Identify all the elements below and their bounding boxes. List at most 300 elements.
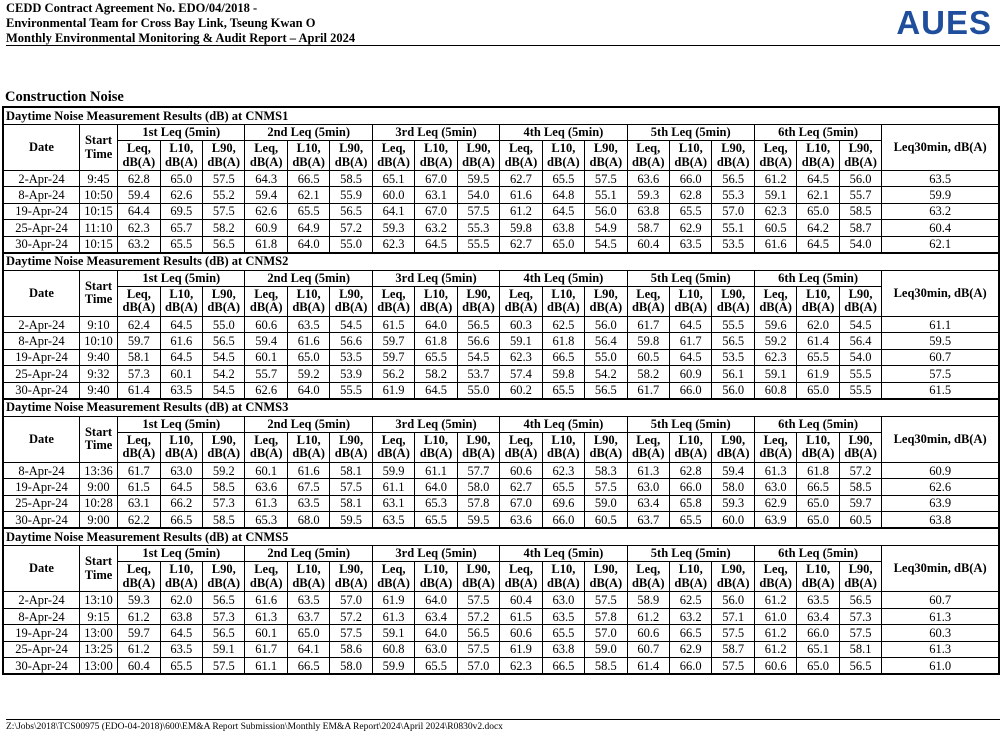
value-cell: 61.8 [542, 333, 584, 349]
date-cell: 25-Apr-24 [3, 495, 79, 511]
value-cell: 62.3 [500, 658, 542, 675]
value-cell: 65.5 [670, 512, 712, 529]
value-cell: 62.2 [118, 512, 160, 529]
value-cell: 57.0 [712, 203, 754, 219]
value-cell: 56.4 [839, 333, 881, 349]
metric-name: L10, [424, 286, 448, 301]
date-cell: 25-Apr-24 [3, 220, 79, 236]
value-cell: 57.2 [839, 462, 881, 478]
metric-header [203, 286, 245, 316]
sub-header-row [3, 562, 999, 592]
metric-unit: dB(A) [504, 300, 538, 315]
metric-name: L10, [678, 286, 703, 301]
value-cell: 64.0 [287, 382, 329, 399]
header-line-3: Monthly Environmental Monitoring & Audit Report – April 2024 [6, 31, 356, 45]
metric-unit: dB(A) [292, 300, 325, 315]
value-cell: 64.5 [542, 203, 584, 219]
start-time-cell: 13:00 [79, 658, 117, 675]
value-cell: 55.5 [712, 316, 754, 332]
metric-header [670, 141, 712, 171]
value-cell: 58.6 [330, 641, 372, 657]
station-caption: Daytime Noise Measurement Results (dB) at CNMS3 [3, 399, 999, 417]
table-row [3, 641, 999, 657]
metric-header [754, 562, 796, 592]
metric-name: L10, [678, 432, 703, 447]
metric-unit: dB(A) [249, 446, 283, 461]
start-time-cell: 10:28 [79, 495, 117, 511]
value-cell: 65.5 [160, 658, 202, 675]
value-cell: 56.5 [839, 658, 881, 675]
value-cell: 57.5 [457, 203, 499, 219]
start-time-cell: 10:10 [79, 333, 117, 349]
metric-name: L10, [169, 562, 194, 577]
value-cell: 62.8 [118, 171, 160, 187]
metric-header [839, 432, 881, 462]
value-cell: 59.4 [245, 187, 287, 203]
metric-unit: dB(A) [164, 575, 198, 590]
metric-unit: dB(A) [716, 300, 750, 315]
value-cell: 61.8 [415, 333, 457, 349]
start-time-cell: 13:25 [79, 641, 117, 657]
value-cell: 62.3 [500, 349, 542, 365]
table-row [3, 203, 999, 219]
metric-name: L90, [848, 562, 873, 577]
metric-unit: dB(A) [716, 446, 750, 461]
section-title: Construction Noise [5, 89, 124, 105]
metric-name: Leq, [254, 562, 279, 577]
metric-name: L10, [169, 286, 194, 301]
value-cell: 61.7 [670, 333, 712, 349]
value-cell: 54.5 [330, 316, 372, 332]
value-cell: 56.0 [712, 592, 754, 608]
value-cell: 66.5 [542, 349, 584, 365]
value-cell: 60.8 [754, 382, 796, 399]
value-cell: 57.5 [457, 641, 499, 657]
metric-name: Leq, [763, 286, 788, 301]
value-cell: 65.0 [797, 203, 839, 219]
metric-unit: dB(A) [462, 154, 495, 169]
leq-group-header: 1st Leq (5min) [118, 416, 245, 432]
value-cell: 61.6 [287, 333, 329, 349]
date-header: Date [3, 416, 79, 462]
metric-header [585, 432, 627, 462]
metric-unit: dB(A) [249, 575, 283, 590]
value-cell: 59.1 [372, 625, 414, 641]
metric-name: Leq, [126, 141, 151, 155]
metric-name: L10, [296, 562, 321, 577]
metric-name: L90, [593, 141, 618, 155]
time-label: Time [84, 292, 113, 307]
metric-unit: dB(A) [377, 154, 410, 169]
value-cell: 59.0 [585, 495, 627, 511]
leq-group-header: 1st Leq (5min) [118, 270, 245, 286]
start-time-header [79, 270, 117, 316]
metric-header [457, 286, 499, 316]
metric-unit: dB(A) [207, 446, 241, 461]
table-row [3, 236, 999, 253]
value-cell: 62.1 [287, 187, 329, 203]
value-cell: 56.5 [203, 333, 245, 349]
value-cell: 61.5 [500, 608, 542, 624]
metric-unit: dB(A) [631, 575, 665, 590]
metric-name: Leq, [381, 432, 406, 447]
value-cell: 62.5 [670, 592, 712, 608]
value-cell: 54.5 [585, 236, 627, 253]
value-cell: 62.7 [500, 236, 542, 253]
value-cell: 63.5 [287, 592, 329, 608]
metric-name: Leq, [763, 562, 788, 577]
value-cell: 63.8 [542, 641, 584, 657]
value-cell: 59.6 [754, 316, 796, 332]
value-cell: 57.2 [330, 220, 372, 236]
date-header: Date [3, 270, 79, 316]
metric-header [372, 562, 414, 592]
leq-group-header: 3rd Leq (5min) [372, 416, 499, 432]
value-cell: 56.5 [203, 625, 245, 641]
time-label: Time [84, 567, 113, 582]
value-cell: 67.0 [415, 171, 457, 187]
value-cell: 57.5 [585, 171, 627, 187]
value-cell: 56.0 [712, 382, 754, 399]
value-cell: 61.2 [118, 641, 160, 657]
table-row [3, 495, 999, 511]
value-cell: 61.2 [754, 641, 796, 657]
metric-header [585, 286, 627, 316]
metric-name: L90, [466, 286, 491, 301]
metric-name: Leq, [254, 141, 279, 155]
value-cell: 64.8 [542, 187, 584, 203]
metric-name: L90, [848, 432, 873, 447]
metric-header [415, 562, 457, 592]
value-cell: 64.5 [415, 236, 457, 253]
metric-header [415, 286, 457, 316]
value-cell: 65.0 [797, 382, 839, 399]
value-cell: 64.0 [415, 625, 457, 641]
metric-header [330, 562, 372, 592]
metric-unit: dB(A) [589, 575, 623, 590]
value-cell: 60.5 [585, 512, 627, 529]
leq30-header: Leq30min, dB(A) [882, 125, 999, 171]
metric-header [415, 141, 457, 171]
metric-name: L90, [721, 432, 746, 447]
value-cell: 61.6 [160, 333, 202, 349]
table-row [3, 349, 999, 365]
value-cell: 65.5 [415, 349, 457, 365]
value-cell: 56.0 [839, 171, 881, 187]
station-caption: Daytime Noise Measurement Results (dB) at CNMS5 [3, 528, 999, 546]
value-cell: 56.5 [712, 333, 754, 349]
leq-group-header: 2nd Leq (5min) [245, 546, 372, 562]
value-cell: 64.5 [415, 382, 457, 399]
metric-name: Leq, [126, 562, 151, 577]
value-cell: 57.5 [330, 625, 372, 641]
value-cell: 63.0 [627, 479, 669, 495]
metric-name: L90, [211, 562, 236, 577]
value-cell: 59.4 [245, 333, 287, 349]
value-cell: 62.9 [670, 641, 712, 657]
value-cell: 61.6 [754, 236, 796, 253]
value-cell: 61.9 [797, 366, 839, 382]
start-time-cell: 11:10 [79, 220, 117, 236]
metric-name: L10, [551, 141, 576, 155]
value-cell: 63.1 [415, 187, 457, 203]
leq-group-header: 3rd Leq (5min) [372, 125, 499, 141]
metric-name: L90, [593, 432, 618, 447]
leq-group-header: 4th Leq (5min) [500, 125, 627, 141]
value-cell: 54.9 [585, 220, 627, 236]
value-cell: 59.9 [372, 658, 414, 675]
group-header-row [3, 416, 999, 432]
value-cell: 64.0 [415, 479, 457, 495]
value-cell: 54.5 [839, 316, 881, 332]
leq-group-header: 2nd Leq (5min) [245, 416, 372, 432]
leq30-cell: 61.0 [882, 658, 999, 675]
value-cell: 63.5 [670, 236, 712, 253]
leq30-cell: 63.9 [882, 495, 999, 511]
value-cell: 65.5 [542, 382, 584, 399]
value-cell: 59.3 [712, 495, 754, 511]
metric-header [245, 141, 287, 171]
value-cell: 65.0 [797, 495, 839, 511]
value-cell: 61.9 [372, 592, 414, 608]
start-time-cell: 13:36 [79, 462, 117, 478]
metric-unit: dB(A) [462, 446, 495, 461]
value-cell: 57.5 [585, 479, 627, 495]
metric-header [118, 432, 160, 462]
metric-unit: dB(A) [631, 300, 665, 315]
metric-header [627, 141, 669, 171]
date-header: Date [3, 546, 79, 592]
noise-tables [2, 106, 1000, 675]
value-cell: 66.5 [797, 479, 839, 495]
date-cell: 2-Apr-24 [3, 171, 79, 187]
date-cell: 19-Apr-24 [3, 625, 79, 641]
value-cell: 61.2 [754, 592, 796, 608]
metric-unit: dB(A) [249, 300, 283, 315]
leq30-cell: 60.9 [882, 462, 999, 478]
metric-unit: dB(A) [164, 154, 198, 169]
metric-header [203, 141, 245, 171]
metric-unit: dB(A) [589, 154, 623, 169]
value-cell: 55.7 [245, 366, 287, 382]
value-cell: 62.3 [118, 220, 160, 236]
start-time-cell: 9:40 [79, 382, 117, 399]
value-cell: 57.2 [330, 608, 372, 624]
value-cell: 62.7 [500, 171, 542, 187]
value-cell: 60.9 [670, 366, 712, 382]
value-cell: 63.5 [160, 382, 202, 399]
value-cell: 65.1 [797, 641, 839, 657]
metric-name: L90, [466, 141, 491, 155]
leq30-cell: 59.9 [882, 187, 999, 203]
start-time-cell: 9:32 [79, 366, 117, 382]
metric-header [585, 141, 627, 171]
value-cell: 63.0 [415, 641, 457, 657]
start-time-cell: 9:15 [79, 608, 117, 624]
leq30-cell: 61.3 [882, 641, 999, 657]
value-cell: 65.5 [542, 171, 584, 187]
value-cell: 56.5 [330, 203, 372, 219]
value-cell: 57.7 [457, 462, 499, 478]
value-cell: 63.2 [118, 236, 160, 253]
metric-unit: dB(A) [801, 446, 835, 461]
value-cell: 61.2 [754, 625, 796, 641]
value-cell: 62.3 [754, 203, 796, 219]
value-cell: 56.5 [457, 625, 499, 641]
value-cell: 65.0 [287, 349, 329, 365]
metric-header [712, 286, 754, 316]
metric-header [287, 286, 329, 316]
metric-header [542, 141, 584, 171]
station-caption-row [3, 528, 999, 546]
value-cell: 60.3 [500, 316, 542, 332]
file-path-footer: Z:\Jobs\2018\TCS00975 (EDO-04-2018)\600\EM&A Report Submission\Monthly EM&A Report\2024\April 2024\R0830v2.docx [6, 722, 503, 732]
date-cell: 8-Apr-24 [3, 608, 79, 624]
value-cell: 66.5 [287, 658, 329, 675]
value-cell: 66.5 [287, 171, 329, 187]
value-cell: 57.0 [457, 658, 499, 675]
group-header-row [3, 125, 999, 141]
date-cell: 2-Apr-24 [3, 592, 79, 608]
value-cell: 57.5 [203, 203, 245, 219]
date-cell: 8-Apr-24 [3, 187, 79, 203]
value-cell: 55.5 [330, 382, 372, 399]
leq-group-header: 3rd Leq (5min) [372, 270, 499, 286]
value-cell: 63.1 [118, 495, 160, 511]
metric-name: L10, [169, 432, 194, 447]
value-cell: 61.4 [627, 658, 669, 675]
metric-name: L90, [593, 562, 618, 577]
value-cell: 53.7 [457, 366, 499, 382]
value-cell: 64.4 [118, 203, 160, 219]
metric-unit: dB(A) [207, 575, 241, 590]
value-cell: 61.7 [118, 462, 160, 478]
value-cell: 68.0 [287, 512, 329, 529]
metric-header [754, 432, 796, 462]
value-cell: 61.3 [245, 608, 287, 624]
value-cell: 61.3 [245, 495, 287, 511]
metric-name: L10, [551, 562, 576, 577]
value-cell: 59.7 [372, 333, 414, 349]
table-row [3, 171, 999, 187]
metric-unit: dB(A) [419, 154, 453, 169]
leq-group-header: 6th Leq (5min) [754, 546, 881, 562]
leq30-cell: 62.1 [882, 236, 999, 253]
value-cell: 57.2 [457, 608, 499, 624]
value-cell: 63.6 [500, 512, 542, 529]
start-time-cell: 9:40 [79, 349, 117, 365]
metric-unit: dB(A) [334, 154, 368, 169]
table-row [3, 512, 999, 529]
metric-name: L10, [678, 141, 703, 155]
metric-header [797, 141, 839, 171]
metric-unit: dB(A) [589, 446, 623, 461]
station-caption: Daytime Noise Measurement Results (dB) at CNMS1 [3, 107, 999, 125]
value-cell: 62.9 [754, 495, 796, 511]
value-cell: 56.6 [330, 333, 372, 349]
metric-header [712, 432, 754, 462]
value-cell: 62.9 [670, 220, 712, 236]
leq30-cell: 63.8 [882, 512, 999, 529]
metric-name: L90, [339, 562, 364, 577]
metric-name: Leq, [254, 286, 279, 301]
value-cell: 66.0 [797, 625, 839, 641]
leq30-cell: 61.5 [882, 382, 999, 399]
value-cell: 59.5 [457, 171, 499, 187]
metric-header [500, 432, 542, 462]
value-cell: 65.8 [670, 495, 712, 511]
start-time-cell: 10:15 [79, 236, 117, 253]
value-cell: 57.0 [585, 625, 627, 641]
date-cell: 30-Apr-24 [3, 658, 79, 675]
value-cell: 58.5 [203, 512, 245, 529]
value-cell: 59.4 [712, 462, 754, 478]
group-header-row [3, 546, 999, 562]
value-cell: 62.8 [670, 187, 712, 203]
table-row [3, 382, 999, 399]
leq-group-header: 1st Leq (5min) [118, 546, 245, 562]
value-cell: 59.9 [372, 462, 414, 478]
value-cell: 64.5 [160, 349, 202, 365]
value-cell: 63.7 [627, 512, 669, 529]
value-cell: 57.0 [330, 592, 372, 608]
leq-group-header: 6th Leq (5min) [754, 125, 881, 141]
value-cell: 57.4 [500, 366, 542, 382]
value-cell: 57.5 [203, 658, 245, 675]
time-label: Time [84, 438, 113, 453]
value-cell: 59.5 [330, 512, 372, 529]
value-cell: 57.1 [712, 608, 754, 624]
metric-unit: dB(A) [377, 300, 410, 315]
value-cell: 65.0 [542, 236, 584, 253]
value-cell: 57.3 [118, 366, 160, 382]
value-cell: 61.6 [245, 592, 287, 608]
value-cell: 54.2 [203, 366, 245, 382]
leq30-cell: 60.7 [882, 592, 999, 608]
metric-name: L90, [721, 141, 746, 155]
metric-header [457, 141, 499, 171]
start-time-cell: 13:00 [79, 625, 117, 641]
value-cell: 64.9 [287, 220, 329, 236]
value-cell: 64.5 [797, 236, 839, 253]
value-cell: 57.3 [839, 608, 881, 624]
date-cell: 19-Apr-24 [3, 479, 79, 495]
value-cell: 57.5 [457, 592, 499, 608]
start-label: Start [84, 424, 113, 439]
date-cell: 25-Apr-24 [3, 366, 79, 382]
start-time-cell: 9:45 [79, 171, 117, 187]
value-cell: 65.3 [415, 495, 457, 511]
value-cell: 60.6 [500, 462, 542, 478]
metric-unit: dB(A) [377, 446, 410, 461]
value-cell: 65.7 [160, 220, 202, 236]
start-label: Start [84, 133, 113, 147]
aues-logo: AUES [896, 4, 992, 41]
metric-unit: dB(A) [716, 575, 750, 590]
station-caption-row [3, 399, 999, 417]
metric-unit: dB(A) [122, 446, 156, 461]
value-cell: 64.5 [160, 625, 202, 641]
metric-header [797, 432, 839, 462]
value-cell: 57.5 [839, 625, 881, 641]
value-cell: 62.3 [542, 462, 584, 478]
value-cell: 65.5 [670, 203, 712, 219]
metric-unit: dB(A) [759, 300, 792, 315]
value-cell: 61.4 [118, 382, 160, 399]
value-cell: 60.1 [245, 462, 287, 478]
value-cell: 60.6 [500, 625, 542, 641]
metric-unit: dB(A) [462, 300, 495, 315]
